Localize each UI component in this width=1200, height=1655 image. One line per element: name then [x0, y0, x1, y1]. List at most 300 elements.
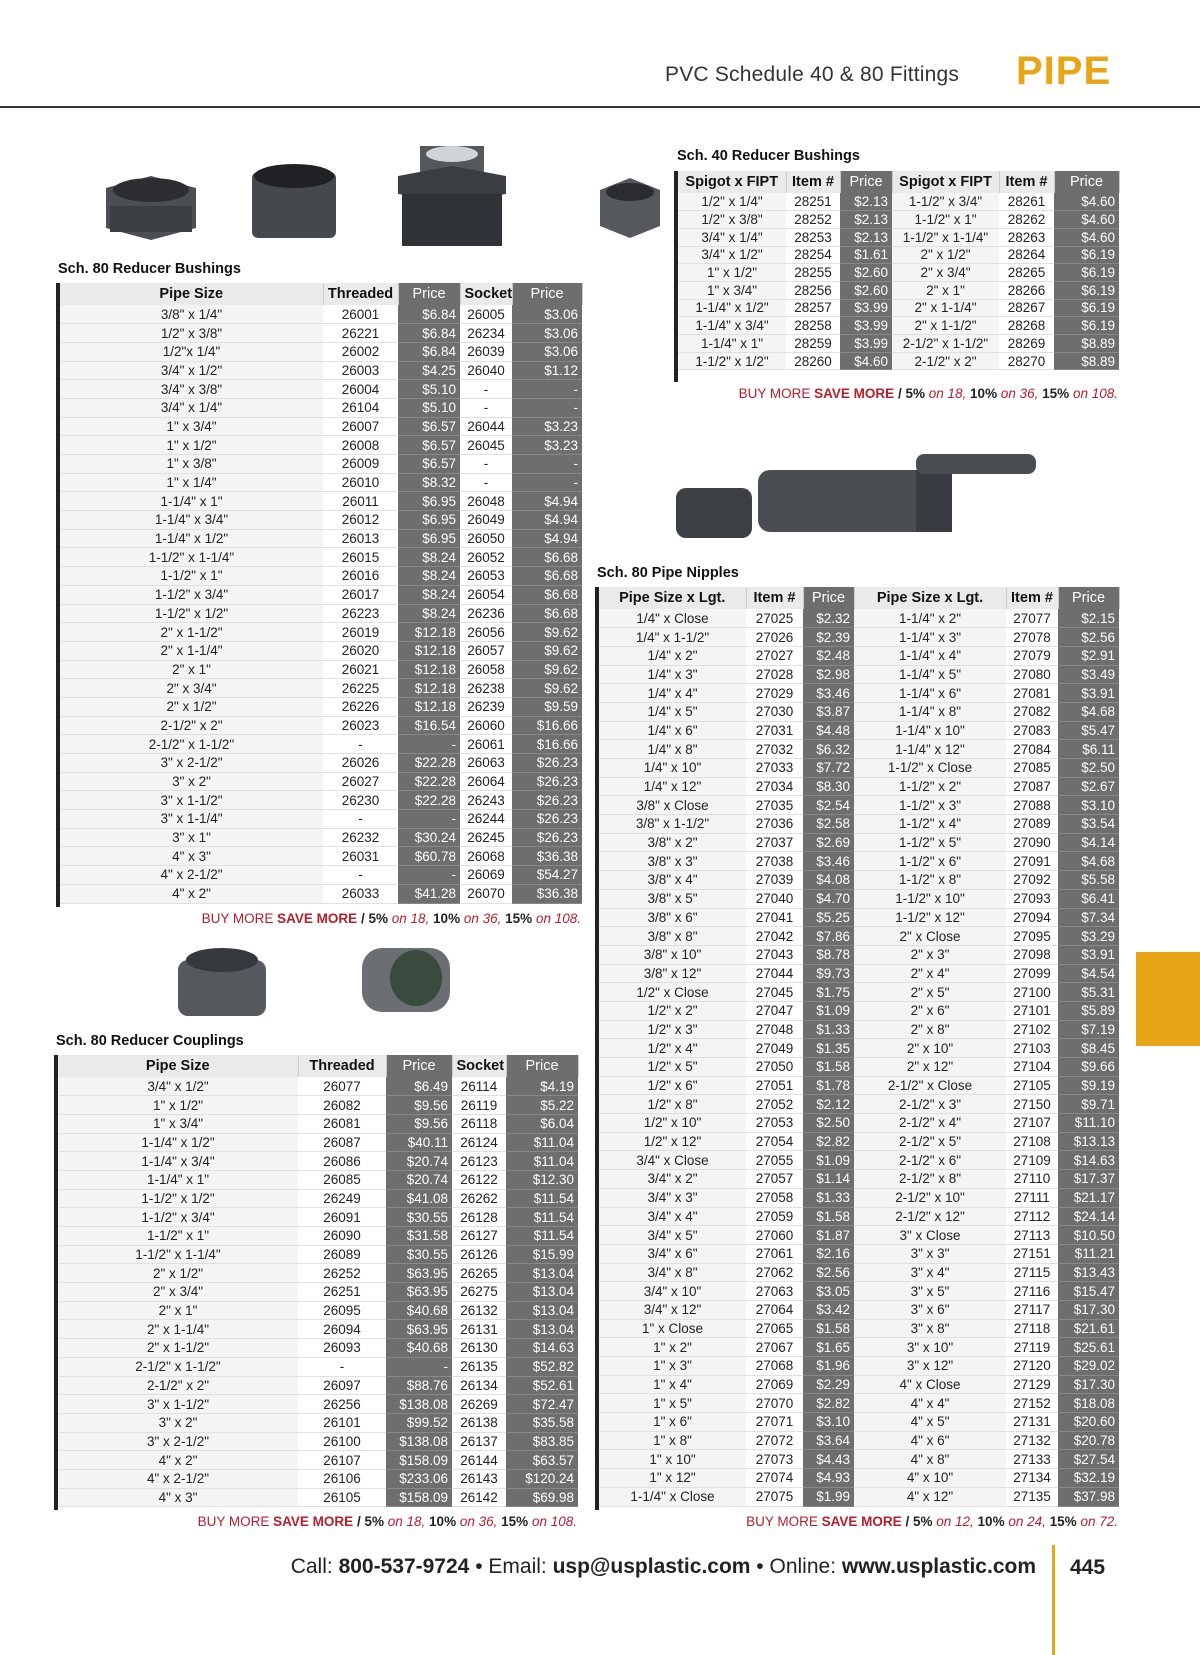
table-cell: 26123: [452, 1152, 506, 1171]
table-cell: 28260: [786, 352, 840, 370]
table-cell: 4" x 8": [854, 1450, 1006, 1469]
table-cell: 27094: [1006, 908, 1058, 927]
table-cell: 1-1/2" x 3": [854, 796, 1006, 815]
table-cell: 2-1/2" x 2": [60, 716, 323, 735]
table-cell: 1" x 1/2": [60, 436, 323, 455]
price-cell: $72.47: [506, 1395, 578, 1414]
table-cell: 3" x 1-1/2": [60, 791, 323, 810]
table-cell: 27071: [746, 1413, 803, 1432]
table-cell: 2" x 1-1/4": [58, 1320, 298, 1339]
price-cell: $1.12: [512, 361, 582, 380]
table-cell: 3/4" x 12": [599, 1300, 746, 1319]
table-row: [58, 1170, 578, 1189]
price-cell: $3.10: [803, 1413, 854, 1432]
table-cell: 27117: [1006, 1300, 1058, 1319]
table-cell: 26052: [460, 548, 512, 567]
table-cell: 2" x Close: [854, 927, 1006, 946]
table-cell: 27030: [746, 702, 803, 721]
price-cell: $6.19: [1054, 281, 1119, 299]
header-divider: [0, 106, 1200, 108]
price-cell: $40.68: [386, 1301, 452, 1320]
table-cell: 26044: [460, 417, 512, 436]
table-header-row: [58, 1055, 578, 1077]
table-cell: 27039: [746, 871, 803, 890]
table-row: [60, 380, 582, 399]
table-cell: 26009: [323, 455, 398, 474]
table-cell: 26234: [460, 324, 512, 343]
price-cell: $2.56: [1058, 628, 1119, 647]
table-cell: 27048: [746, 1020, 803, 1039]
column-header: Price: [803, 587, 854, 609]
table-cell: 1" x 3/4": [678, 281, 786, 299]
table-cell: 3/4" x 4": [599, 1207, 746, 1226]
price-cell: $6.41: [1058, 889, 1119, 908]
table-cell: 2" x 10": [854, 1039, 1006, 1058]
price-cell: $20.74: [386, 1170, 452, 1189]
table-cell: 2" x 12": [854, 1058, 1006, 1077]
column-header: Pipe Size x Lgt.: [854, 587, 1006, 609]
table-row: [599, 1076, 1119, 1095]
price-cell: $6.68: [512, 585, 582, 604]
table-cell: 26002: [323, 342, 398, 361]
promo-percent: / 5%: [905, 1514, 933, 1529]
price-cell: $2.13: [840, 228, 892, 246]
table-cell: 3" x 10": [854, 1338, 1006, 1357]
table-row: [678, 193, 1119, 211]
table-cell: 28262: [999, 211, 1054, 229]
table-cell: 27050: [746, 1058, 803, 1077]
column-header: Price: [1054, 171, 1119, 193]
table-cell: 1-1/4" x 10": [854, 721, 1006, 740]
table-cell: 27025: [746, 609, 803, 628]
table-cell: 27132: [1006, 1431, 1058, 1450]
table-cell: 28268: [999, 317, 1054, 335]
price-cell: $21.17: [1058, 1188, 1119, 1207]
price-cell: $1.58: [803, 1058, 854, 1077]
table-cell: 26053: [460, 567, 512, 586]
price-cell: $3.06: [512, 305, 582, 324]
email-link[interactable]: usp@usplastic.com: [552, 1555, 751, 1578]
price-cell: $2.29: [803, 1375, 854, 1394]
table-row: [599, 815, 1119, 834]
price-cell: $1.99: [803, 1487, 854, 1506]
promo-quantity: on 12,: [936, 1514, 974, 1529]
price-cell: $15.47: [1058, 1282, 1119, 1301]
price-cell: $6.95: [398, 511, 460, 530]
table-cell: 3" x 8": [854, 1319, 1006, 1338]
table-cell: 4" x Close: [854, 1375, 1006, 1394]
table-row: [599, 1469, 1119, 1488]
table-cell: 26012: [323, 511, 398, 530]
table-row: [599, 1282, 1119, 1301]
table-cell: 27115: [1006, 1263, 1058, 1282]
table-cell: 1" x 1/2": [678, 264, 786, 282]
table-row: [60, 511, 582, 530]
price-cell: $2.56: [803, 1263, 854, 1282]
table-cell: 2-1/2" x 3": [854, 1095, 1006, 1114]
table-cell: 1/4" x 3": [599, 665, 746, 684]
table-cell: 1-1/4" x 1/2": [678, 299, 786, 317]
table-cell: 26114: [452, 1077, 506, 1096]
price-cell: $1.78: [803, 1076, 854, 1095]
table-cell: 26007: [323, 417, 398, 436]
table-row: [60, 492, 582, 511]
column-header: Price: [506, 1055, 578, 1077]
table-cell: 3/4" x 10": [599, 1282, 746, 1301]
table-cell: 4" x 4": [854, 1394, 1006, 1413]
table-cell: 1/4" x Close: [599, 609, 746, 628]
price-cell: $16.66: [512, 716, 582, 735]
table-cell: 3" x 2-1/2": [60, 754, 323, 773]
table-cell: 4" x 2-1/2": [58, 1469, 298, 1488]
table-cell: 26064: [460, 772, 512, 791]
column-header: Spigot x FIPT: [892, 171, 999, 193]
table-cell: 2" x 1-1/2": [892, 317, 999, 335]
price-cell: $2.60: [840, 264, 892, 282]
price-cell: $1.14: [803, 1170, 854, 1189]
price-cell: -: [512, 380, 582, 399]
price-cell: $8.24: [398, 585, 460, 604]
table-cell: 27101: [1006, 1001, 1058, 1020]
table-cell: 27026: [746, 628, 803, 647]
table-cell: 26031: [323, 847, 398, 866]
promo-percent: / 5%: [356, 1514, 384, 1529]
column-header: Price: [386, 1055, 452, 1077]
table-row: [599, 1114, 1119, 1133]
table-cell: 3" x 2": [60, 772, 323, 791]
table-cell: 1-1/4" x 4": [854, 646, 1006, 665]
table-cell: 27069: [746, 1375, 803, 1394]
table-cell: 26063: [460, 754, 512, 773]
price-cell: $8.24: [398, 548, 460, 567]
table-cell: 27085: [1006, 759, 1058, 778]
price-cell: $52.61: [506, 1376, 578, 1395]
table-cell: 1" x 2": [599, 1338, 746, 1357]
reducer-coupling-image-1: [172, 942, 272, 1022]
table-cell: 1/2" x 6": [599, 1076, 746, 1095]
price-cell: $4.60: [1054, 211, 1119, 229]
table-cell: 4" x 3": [60, 847, 323, 866]
promo-quantity: on 108.: [531, 1514, 577, 1529]
table-cell: 4" x 2": [58, 1451, 298, 1470]
price-cell: $2.39: [803, 628, 854, 647]
table-cell: -: [323, 735, 398, 754]
table-cell: 27134: [1006, 1469, 1058, 1488]
table-cell: 3" x 12": [854, 1357, 1006, 1376]
price-cell: $2.48: [803, 646, 854, 665]
column-header: Item #: [1006, 587, 1058, 609]
promo-percent: 15%: [1049, 1514, 1077, 1529]
table-cell: 27029: [746, 684, 803, 703]
price-cell: $88.76: [386, 1376, 452, 1395]
table-row: [58, 1432, 578, 1451]
table-cell: 3/8" x 5": [599, 889, 746, 908]
column-header: Pipe Size x Lgt.: [599, 587, 746, 609]
pipe-nipples-table: [599, 587, 1120, 1507]
table-cell: 26128: [452, 1208, 506, 1227]
table-cell: 1/4" x 4": [599, 684, 746, 703]
price-cell: $6.57: [398, 436, 460, 455]
table-row: [60, 529, 582, 548]
price-cell: $99.52: [386, 1413, 452, 1432]
price-cell: $16.54: [398, 716, 460, 735]
table-cell: 26020: [323, 641, 398, 660]
table-cell: 26126: [452, 1245, 506, 1264]
price-cell: $3.46: [803, 852, 854, 871]
table-row: [599, 1020, 1119, 1039]
contact-info: [291, 1555, 1036, 1579]
table-cell: 27038: [746, 852, 803, 871]
price-cell: $5.10: [398, 398, 460, 417]
table-cell: 26081: [298, 1114, 386, 1133]
table-cell: 28264: [999, 246, 1054, 264]
table-cell: 1-1/4" x 1": [58, 1170, 298, 1189]
price-cell: $83.85: [506, 1432, 578, 1451]
price-cell: $9.62: [512, 679, 582, 698]
phone-number[interactable]: 800-537-9724: [338, 1555, 470, 1578]
price-cell: $6.68: [512, 548, 582, 567]
price-cell: $5.31: [1058, 983, 1119, 1002]
price-cell: $138.08: [386, 1395, 452, 1414]
table-cell: 26262: [452, 1189, 506, 1208]
table-cell: 1/4" x 8": [599, 740, 746, 759]
table-row: [599, 721, 1119, 740]
table-cell: 2-1/2" x 8": [854, 1170, 1006, 1189]
price-cell: $6.57: [398, 455, 460, 474]
price-cell: $4.70: [803, 889, 854, 908]
table-cell: 4" x 12": [854, 1487, 1006, 1506]
price-cell: $1.09: [803, 1001, 854, 1020]
price-cell: $11.04: [506, 1152, 578, 1171]
table-row: [60, 660, 582, 679]
price-cell: $9.62: [512, 660, 582, 679]
table-cell: 3" x 2-1/2": [58, 1432, 298, 1451]
table-row: [599, 889, 1119, 908]
price-cell: $26.23: [512, 754, 582, 773]
price-cell: $11.21: [1058, 1244, 1119, 1263]
price-cell: $5.25: [803, 908, 854, 927]
promo-quantity: on 18,: [391, 911, 430, 926]
table-cell: 2" x 1-1/4": [892, 299, 999, 317]
promo-text: BUY MORE: [738, 386, 811, 401]
table-cell: 26027: [323, 772, 398, 791]
price-cell: $4.68: [1058, 852, 1119, 871]
table-cell: 27119: [1006, 1338, 1058, 1357]
column-header: Item #: [999, 171, 1054, 193]
table-cell: 1-1/2" x 12": [854, 908, 1006, 927]
price-cell: $24.14: [1058, 1207, 1119, 1226]
table-row: [599, 628, 1119, 647]
price-cell: $4.48: [803, 721, 854, 740]
table-cell: 26082: [298, 1096, 386, 1115]
price-cell: $20.74: [386, 1152, 452, 1171]
price-cell: $3.06: [512, 342, 582, 361]
price-cell: $63.95: [386, 1283, 452, 1302]
table-row: [60, 585, 582, 604]
table-row: [60, 623, 582, 642]
table-cell: 26056: [460, 623, 512, 642]
table-row: [599, 740, 1119, 759]
sch40-bushing-image: [594, 172, 666, 244]
price-cell: $2.13: [840, 211, 892, 229]
table-cell: 26127: [452, 1227, 506, 1246]
column-header: Pipe Size: [60, 283, 323, 305]
table-cell: 1/2" x Close: [599, 983, 746, 1002]
email-label: Email:: [488, 1555, 547, 1578]
table-cell: 3/4" x 6": [599, 1244, 746, 1263]
category-brand: PIPE: [1016, 49, 1112, 93]
table-row: [599, 1095, 1119, 1114]
category-side-tab: [1136, 952, 1200, 1046]
table-row: [60, 735, 582, 754]
table-cell: 27116: [1006, 1282, 1058, 1301]
table-cell: 26124: [452, 1133, 506, 1152]
column-header: Item #: [786, 171, 840, 193]
table-cell: 26225: [323, 679, 398, 698]
table-row: [58, 1077, 578, 1096]
table-row: [60, 772, 582, 791]
table-row: [678, 352, 1119, 370]
table-cell: 26104: [323, 398, 398, 417]
table-cell: 26010: [323, 473, 398, 492]
price-cell: $18.08: [1058, 1394, 1119, 1413]
price-cell: $1.65: [803, 1338, 854, 1357]
table-cell: 1-1/2" x 1-1/4": [892, 228, 999, 246]
table-cell: 3/4" x 1/2": [60, 361, 323, 380]
reducer-coupling-image-2: [354, 938, 458, 1018]
promo-quantity: on 18,: [387, 1514, 426, 1529]
table-cell: 26144: [452, 1451, 506, 1470]
price-cell: $3.10: [1058, 796, 1119, 815]
table-row: [58, 1264, 578, 1283]
table-cell: 27073: [746, 1450, 803, 1469]
price-cell: $3.46: [803, 684, 854, 703]
table-row: [60, 828, 582, 847]
table-row: [60, 455, 582, 474]
price-cell: $54.27: [512, 866, 582, 885]
table-cell: 26086: [298, 1152, 386, 1171]
table-cell: 26091: [298, 1208, 386, 1227]
price-cell: $6.19: [1054, 246, 1119, 264]
table-row: [58, 1208, 578, 1227]
price-cell: $20.60: [1058, 1413, 1119, 1432]
price-cell: $22.28: [398, 772, 460, 791]
price-cell: $9.56: [386, 1096, 452, 1115]
table-row: [599, 1151, 1119, 1170]
table-cell: 26137: [452, 1432, 506, 1451]
table-cell: 2" x 1-1/2": [60, 623, 323, 642]
website-link[interactable]: www.usplastic.com: [841, 1555, 1036, 1578]
reducer-bushing-image-1: [96, 168, 206, 248]
table-cell: 2-1/2" x 1-1/2": [892, 335, 999, 353]
price-cell: $11.54: [506, 1189, 578, 1208]
table-row: [599, 1263, 1119, 1282]
price-cell: $4.25: [398, 361, 460, 380]
price-cell: $6.19: [1054, 264, 1119, 282]
table-row: [60, 398, 582, 417]
price-cell: $2.50: [803, 1114, 854, 1133]
table-cell: 27108: [1006, 1132, 1058, 1151]
price-cell: $13.04: [506, 1264, 578, 1283]
table-cell: 27079: [1006, 646, 1058, 665]
column-header: Pipe Size: [58, 1055, 298, 1077]
price-cell: $4.94: [512, 529, 582, 548]
table-row: [599, 1487, 1119, 1506]
table-cell: 1-1/2" x Close: [854, 759, 1006, 778]
price-cell: $6.68: [512, 567, 582, 586]
table-cell: 1/2" x 12": [599, 1132, 746, 1151]
table-cell: 27092: [1006, 871, 1058, 890]
table-row: [60, 567, 582, 586]
table-row: [599, 908, 1119, 927]
table-cell: 26093: [298, 1339, 386, 1358]
table-header-row: [60, 283, 582, 305]
table-cell: 4" x 3": [58, 1488, 298, 1507]
table-cell: 26003: [323, 361, 398, 380]
price-cell: $4.19: [506, 1077, 578, 1096]
table-row: [60, 884, 582, 903]
table-cell: 1/2" x 4": [599, 1039, 746, 1058]
table-cell: 27061: [746, 1244, 803, 1263]
table-cell: 26265: [452, 1264, 506, 1283]
table-cell: 26236: [460, 604, 512, 623]
price-cell: -: [386, 1357, 452, 1376]
sch80-couplings-table: [58, 1055, 579, 1507]
price-cell: $9.56: [386, 1114, 452, 1133]
price-cell: $1.33: [803, 1188, 854, 1207]
table-cell: 26004: [323, 380, 398, 399]
table-row: [60, 754, 582, 773]
table-row: [58, 1245, 578, 1264]
table-cell: 26131: [452, 1320, 506, 1339]
table-row: [599, 983, 1119, 1002]
table-cell: 27059: [746, 1207, 803, 1226]
promo-percent: 15%: [501, 1514, 529, 1529]
reducer-bushing-image-3: [392, 142, 512, 250]
table-cell: 28253: [786, 228, 840, 246]
table-row: [599, 1357, 1119, 1376]
price-cell: $6.32: [803, 740, 854, 759]
table-cell: 1" x 1/4": [60, 473, 323, 492]
price-cell: $31.58: [386, 1227, 452, 1246]
price-cell: $30.55: [386, 1245, 452, 1264]
price-cell: $35.58: [506, 1413, 578, 1432]
table-cell: 3/4" x 1/4": [678, 228, 786, 246]
table-cell: 26015: [323, 548, 398, 567]
table-cell: -: [323, 810, 398, 829]
table-cell: 3" x Close: [854, 1226, 1006, 1245]
section-title-pipe-nipples: Sch. 80 Pipe Nipples: [597, 565, 739, 581]
table-cell: 1" x 3/4": [58, 1114, 298, 1133]
price-cell: $3.64: [803, 1431, 854, 1450]
table-cell: 28254: [786, 246, 840, 264]
price-cell: $158.09: [386, 1451, 452, 1470]
table-cell: 27093: [1006, 889, 1058, 908]
table-cell: -: [460, 398, 512, 417]
table-cell: 3" x 5": [854, 1282, 1006, 1301]
price-cell: $41.08: [386, 1189, 452, 1208]
table-cell: 1-1/2" x 5": [854, 833, 1006, 852]
online-label: Online:: [769, 1555, 837, 1578]
table-row: [60, 417, 582, 436]
table-cell: 27080: [1006, 665, 1058, 684]
column-header: Item #: [746, 587, 803, 609]
table-row: [599, 646, 1119, 665]
column-header: Price: [1058, 587, 1119, 609]
price-cell: $8.89: [1054, 352, 1119, 370]
table-row: [60, 305, 582, 324]
price-cell: $12.18: [398, 697, 460, 716]
